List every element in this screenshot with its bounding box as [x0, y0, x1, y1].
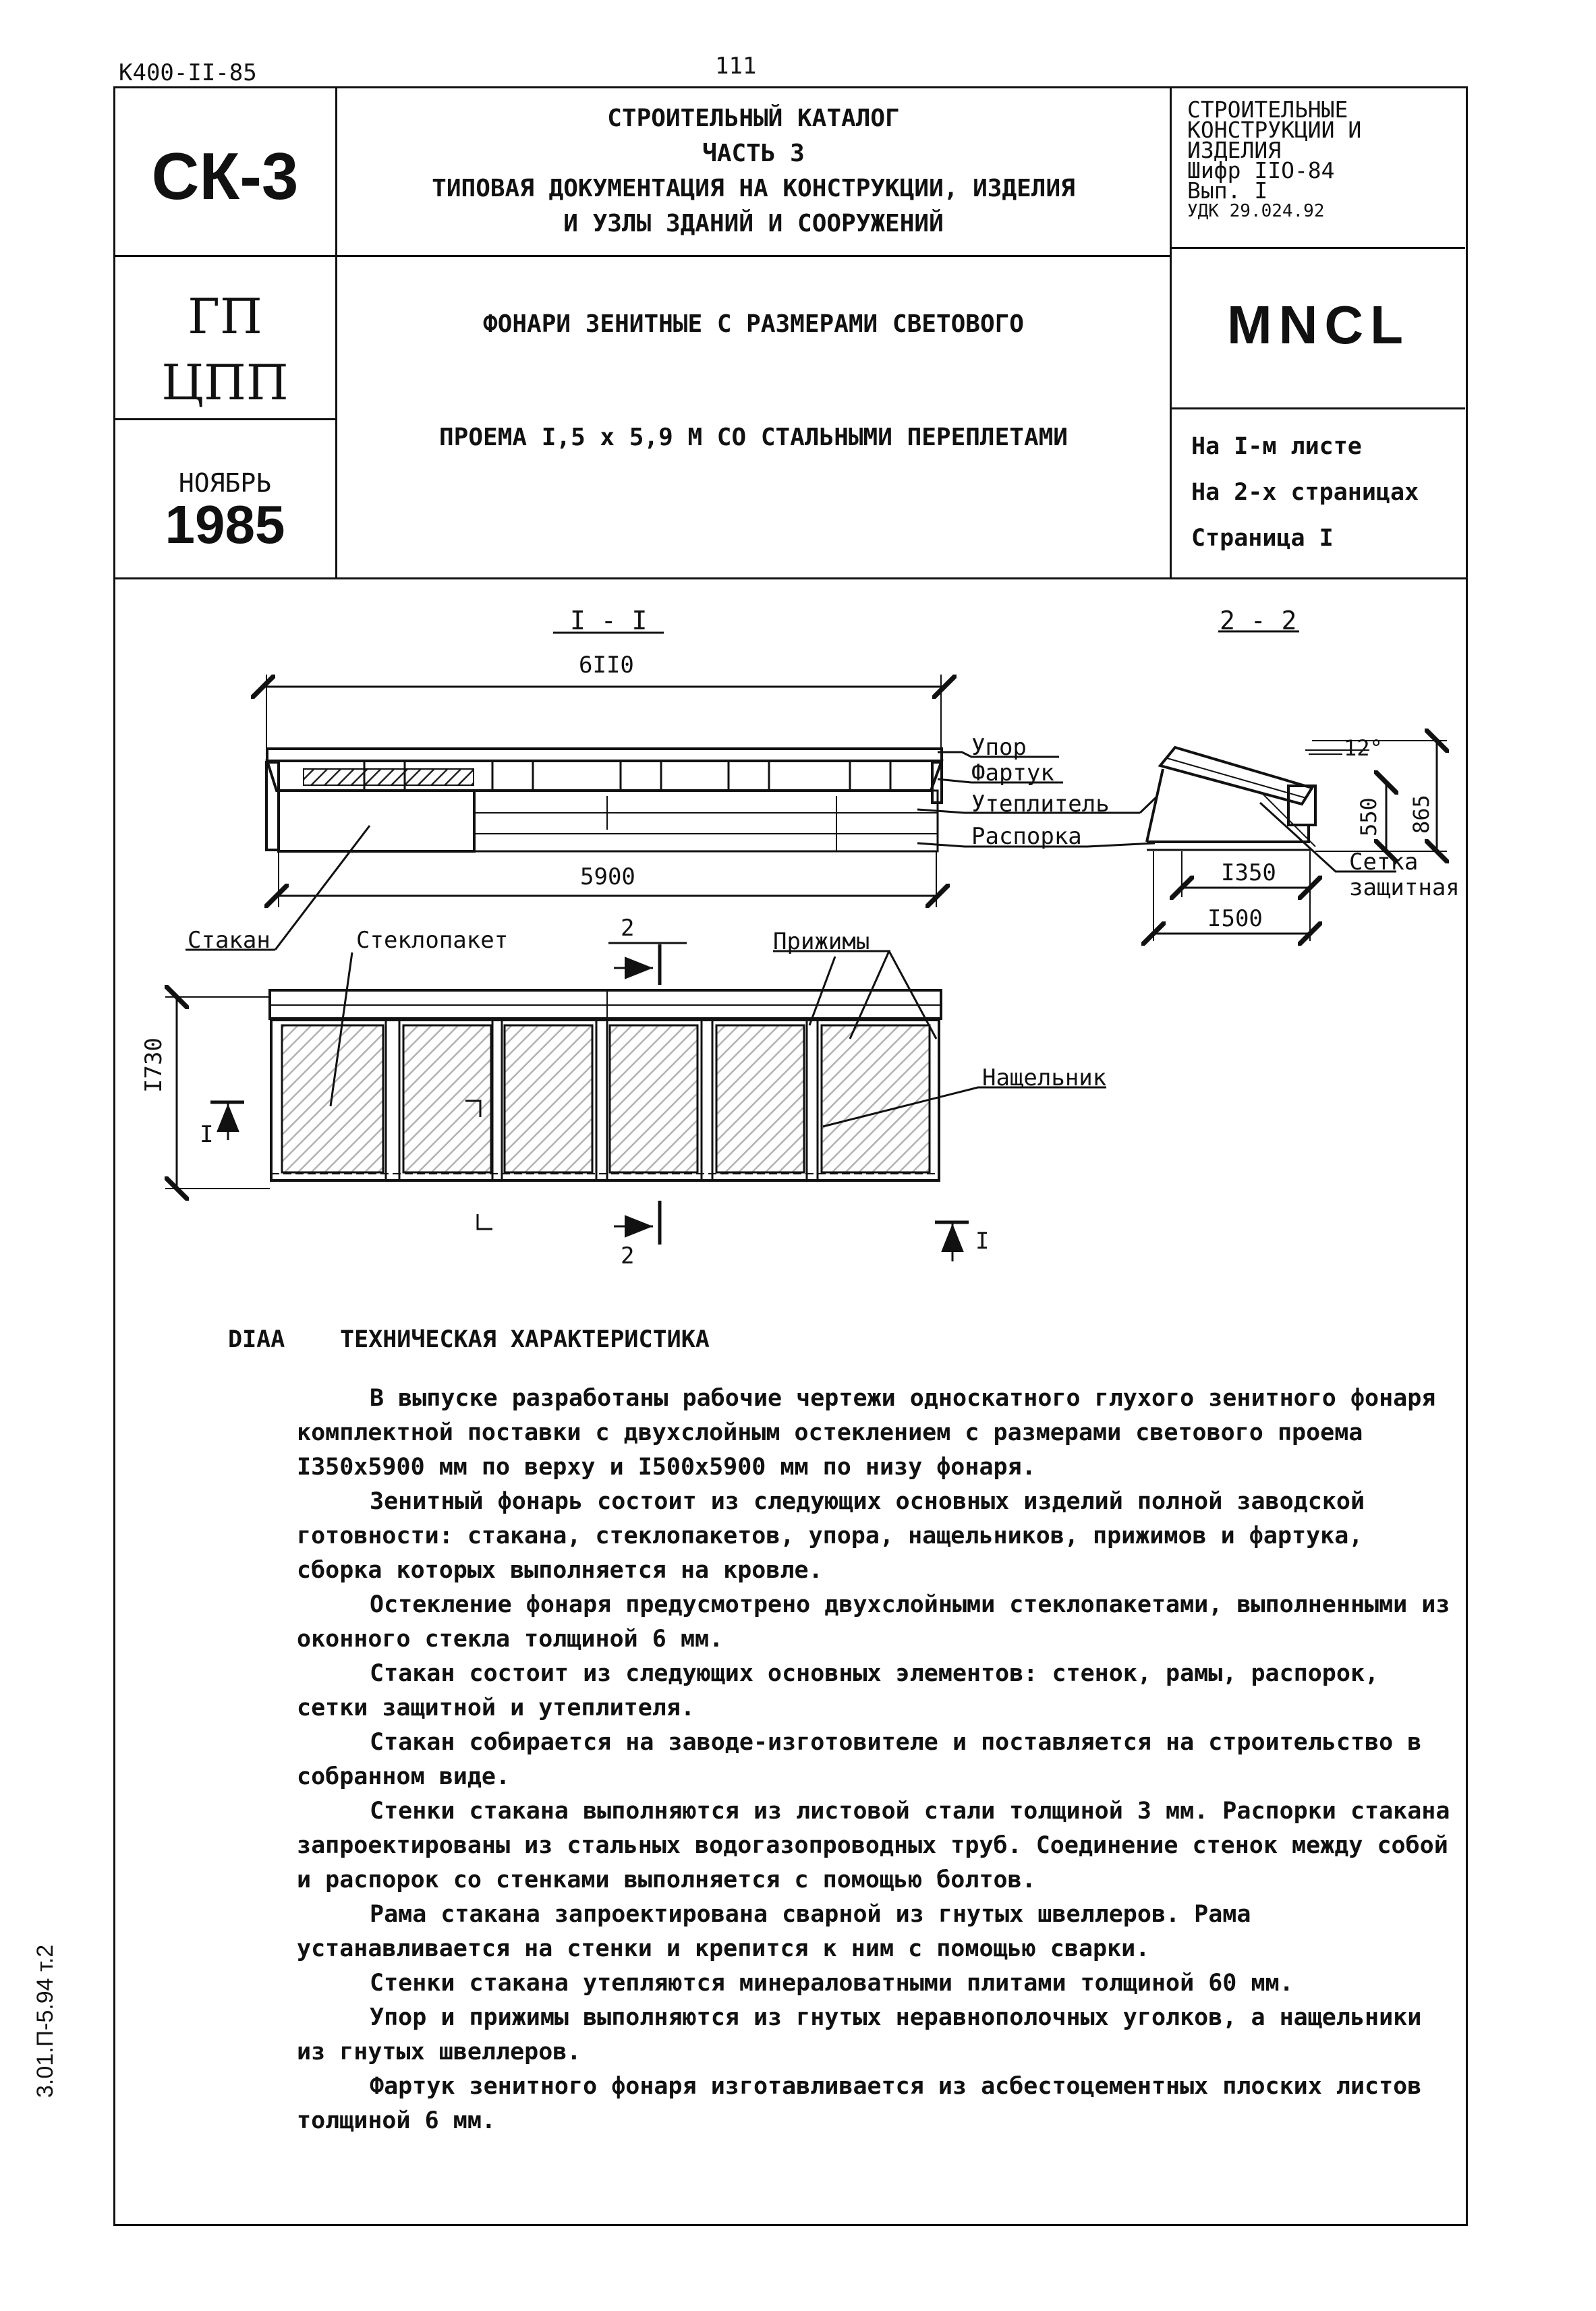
- dimension-1730: I730: [140, 1037, 167, 1093]
- cut-mark-2-bottom: 2: [621, 1243, 635, 1269]
- class-line-5: Вып. I: [1187, 177, 1268, 204]
- class-line-2: КОНСТРУКЦИИ И: [1187, 117, 1362, 143]
- class-line-3: ИЗДЕЛИЯ: [1187, 137, 1282, 163]
- paragraph: Упор и прижимы выполняются из гнутых неравнополочных уголков, а нащельники из гнутых швеллеров.: [297, 2004, 1422, 2065]
- paragraph: Стенки стакана утепляются минераловатными плитами толщиной 60 мм.: [370, 1970, 1294, 1997]
- label-steklopaket: Стеклопакет: [356, 927, 509, 954]
- catalog-line-3: ТИПОВАЯ ДОКУМЕНТАЦИЯ НА КОНСТРУКЦИИ, ИЗДЕЛИЯ: [432, 175, 1075, 202]
- paragraph: Стенки стакана выполняются из листовой стали толщиной 3 мм. Распорки стакана запроектированы из стальных водогазопроводных труб. Соединение стенок между собой и распорок со стенками выполняется с помощью болтов.: [297, 1798, 1450, 1893]
- section-1-1-label: I - I: [570, 606, 648, 635]
- angle-label: 12°: [1344, 735, 1383, 761]
- catalog-logo: СК-3: [151, 139, 299, 213]
- document-title-line-1: ФОНАРИ ЗЕНИТНЫЕ С РАЗМЕРАМИ СВЕТОВОГО: [483, 310, 1024, 338]
- dimension-1500: I500: [1207, 905, 1263, 932]
- dimension-1350: I350: [1221, 859, 1276, 886]
- section-heading: ТЕХНИЧЕСКАЯ ХАРАКТЕРИСТИКА: [340, 1326, 710, 1353]
- plan-view: [165, 943, 1106, 1261]
- paragraph: Стакан собирается на заводе-изготовителе и поставляется на строительство в собранном виде.: [297, 1729, 1422, 1790]
- org-line-1: ГП: [188, 288, 262, 345]
- dimension-550: 550: [1356, 797, 1381, 836]
- document-code: MNCL: [1226, 295, 1410, 355]
- label-prizhimy: Прижимы: [773, 928, 870, 955]
- technical-description: [297, 1381, 1457, 2138]
- label-uteplitel: Утеплитель: [971, 791, 1110, 818]
- issue-year: 1985: [165, 494, 285, 554]
- section-code: DIAA: [228, 1326, 285, 1353]
- label-stakan: Стакан: [188, 927, 270, 954]
- org-line-2: ЦПП: [161, 354, 289, 411]
- label-upor: Упор: [971, 734, 1027, 761]
- side-label: 3.01.П-5.94 т.2: [32, 1944, 58, 2098]
- page-number: 111: [715, 53, 757, 80]
- cut-mark-1-right: I: [975, 1228, 990, 1255]
- paragraph: Рама стакана запроектирована сварной из гнутых швеллеров. Рама устанавливается на стенки и крепится к ним с помощью сварки.: [297, 1901, 1251, 1962]
- cut-mark-2-top: 2: [621, 915, 635, 942]
- catalog-line-2: ЧАСТЬ 3: [702, 140, 805, 167]
- doc-code: К400-II-85: [119, 59, 257, 86]
- section-2-2-label: 2 - 2: [1220, 606, 1297, 635]
- catalog-line-1: СТРОИТЕЛЬНЫЙ КАТАЛОГ: [607, 105, 900, 132]
- sheet-info-line-1: На I-м листе: [1191, 433, 1362, 460]
- paragraph: В выпуске разработаны рабочие чертежи односкатного глухого зенитного фонаря комплектной поставки с двухслойным остеклением с размерами светового проема I350x5900 мм по верху и I500x5900 мм по низу фонаря.: [297, 1385, 1436, 1481]
- cut-mark-1-left: I: [200, 1121, 214, 1148]
- dimension-6110: 6II0: [579, 652, 634, 679]
- paragraph: Фартук зенитного фонаря изготавливается из асбестоцементных плоских листов толщиной 6 мм.: [297, 2073, 1422, 2134]
- dimension-5900: 5900: [580, 863, 635, 890]
- class-line-6: УДК 29.024.92: [1187, 201, 1325, 221]
- issue-month: НОЯБРЬ: [178, 468, 272, 498]
- paragraph: Остекление фонаря предусмотрено двухслойными стеклопакетами, выполненными из оконного стекла толщиной 6 мм.: [297, 1591, 1450, 1653]
- class-line-4: Шифр IIO-84: [1187, 157, 1335, 183]
- paragraph: Стакан состоит из следующих основных элементов: стенок, рамы, распорок, сетки защитной и утеплителя.: [297, 1660, 1379, 1721]
- catalog-line-4: И УЗЛЫ ЗДАНИЙ И СООРУЖЕНИЙ: [563, 210, 944, 237]
- label-fartuk: Фартук: [971, 760, 1054, 787]
- label-setka-zashchitnaya: защитная: [1349, 874, 1460, 901]
- label-nashchelnik: Нащельник: [982, 1064, 1107, 1091]
- class-line-1: СТРОИТЕЛЬНЫЕ: [1187, 96, 1348, 123]
- paragraph: Зенитный фонарь состоит из следующих основных изделий полной заводской готовности: стакана, стеклопакетов, упора, нащельников, прижимов и фартука, сборка которых выполняется на кровле.: [297, 1488, 1365, 1584]
- sheet-info-line-2: На 2-х страницах: [1191, 479, 1419, 506]
- label-setka: Сетка: [1349, 849, 1419, 876]
- document-title-line-2: ПРОЕМА I,5 x 5,9 M СО СТАЛЬНЫМИ ПЕРЕПЛЕТАМИ: [439, 424, 1068, 451]
- sheet-info-line-3: Страница I: [1191, 525, 1334, 552]
- dimension-865: 865: [1408, 795, 1434, 834]
- label-rasporka: Распорка: [971, 823, 1082, 850]
